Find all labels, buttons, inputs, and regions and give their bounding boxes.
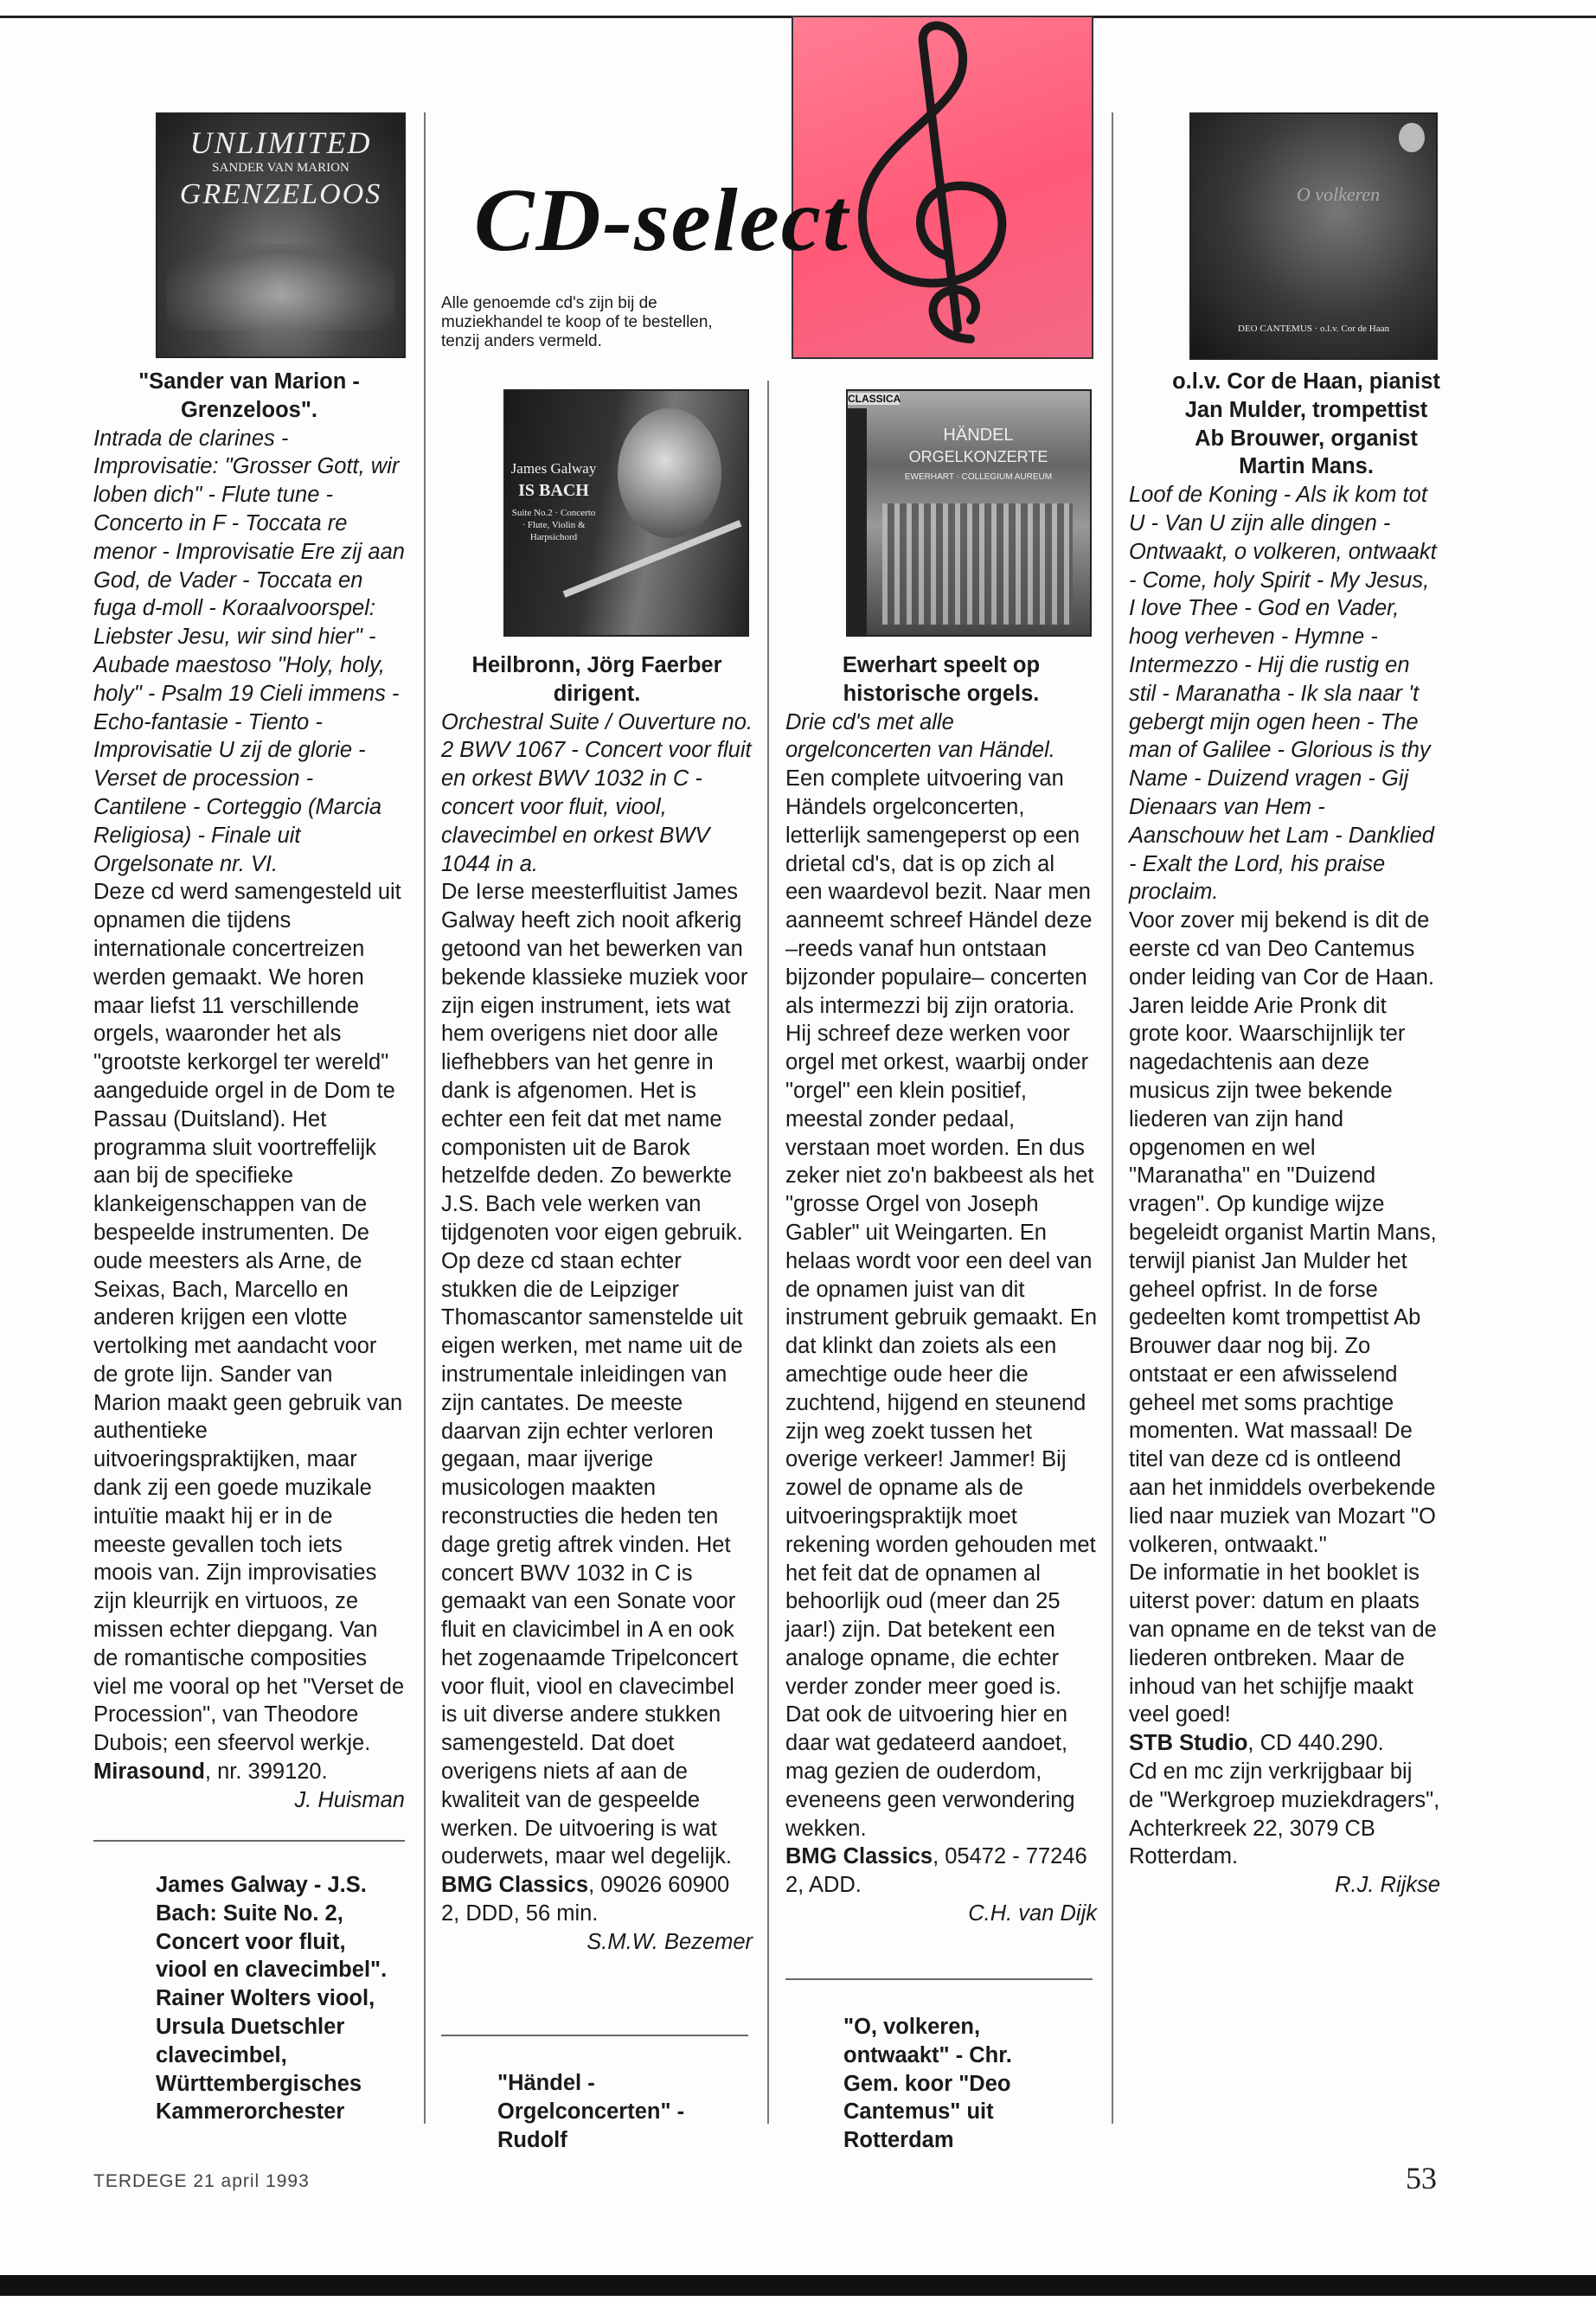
review-body: Voor zover mij bekend is dit de eerste cd van Deo Cantemus onder leiding van Cor de Haan. Jaren leidde Arie Pronk dit grote koor. Waarschijnlijk ter nagedachtenis aan deze musicus zijn twee bekende liederen van zijn hand opgenomen en wel "Maranatha" en "Duizend vragen". Op kundige wijze begeleidt organist Martin Mans, terwijl pianist Jan Mulder het geheel opfrist. In de forse gedeelten komt trompettist Ab Brouwer daar nog bij. Zo ontstaat er een afwisselend geheel met soms prachtige momenten. Wat massaal! De titel van deze cd is ontleend aan het inmiddels overbekende lied naar muziek van Mozart "O volkeren, ontwaakt." bbox=[1129, 908, 1437, 1557]
record-label: Mirasound bbox=[93, 1759, 205, 1785]
cover-brand: CLASSICA bbox=[848, 393, 901, 405]
record-label: BMG Classics bbox=[785, 1844, 933, 1869]
review-column-4 bbox=[1129, 368, 1440, 1900]
catalog-number: , CD 440.290. bbox=[1247, 1731, 1384, 1756]
cover-line-3: EWERHART · COLLEGIUM AUREUM bbox=[904, 472, 1053, 482]
cover-line-1: James Galway bbox=[510, 460, 597, 477]
review-heading: "Händel - Orgelconcerten" - Rudolf bbox=[497, 2071, 685, 2152]
cover-line-2: DEO CANTEMUS · o.l.v. Cor de Haan bbox=[1238, 324, 1389, 334]
album-cover-handel-orgelkonzerte bbox=[846, 389, 1092, 637]
cover-line-3: Suite No.2 · Concerto · Flute, Violin & Harpsichord bbox=[511, 508, 596, 542]
section-divider bbox=[785, 1978, 1093, 1980]
review-heading: Ewerhart speelt op historische orgels. bbox=[842, 653, 1041, 706]
review-body: Een complete uitvoering van Händels orgelconcerten, letterlijk samengeperst op een drietal cd's, dat is op zich al een waardevol bezit. Naar men aanneemt schreef Händel deze –reeds vanaf hun ontstaan bijzonder populaire– concerten als intermezzi bij zijn oratoria. Hij schreef deze werken voor orgel met orkest, waarbij onder "orgel" een klein positief, meestal zonder pedaal, verstaan moet worden. En dus zeker niet zo'n bakbeest als het "grosse Orgel von Joseph Gabler" uit Weingarten. En helaas wordt voor een deel van de opnamen juist van dit instrument gebruik gemaakt. En dat klinkt dan zoiets als een amechtige oude heer die zuchtend, hijgend en steunend zijn weg zoekt tussen het overige verkeer! Jammer! Bij zowel de opname als de uitvoeringspraktijk moet rekening worden gehouden met het feit dat de opnamen al behoorlijk oud (meer dan 25 jaar!) zijn. Dat betekent een analoge opname, die echter verder zonder meer goed is. Dat ook de uitvoering hier en daar wat gedateerd aandoet, mag gezien de ouderdom, eveneens geen verwondering wekken. bbox=[785, 766, 1098, 1841]
cover-line-2: IS BACH bbox=[518, 481, 589, 500]
cover-line-1: UNLIMITED bbox=[189, 125, 372, 160]
column-divider bbox=[424, 112, 426, 2124]
review-column-1 bbox=[93, 368, 405, 1815]
section-divider bbox=[93, 1840, 405, 1842]
section-divider bbox=[441, 2035, 748, 2036]
catalog-number: , 05472 - 77246 2, ADD. bbox=[785, 1844, 1087, 1898]
next-review-heading-2 bbox=[497, 2069, 727, 2154]
album-cover-galway-bach bbox=[503, 389, 749, 637]
reviewer-name: S.M.W. Bezemer bbox=[586, 1929, 753, 1954]
next-review-heading-1 bbox=[156, 1871, 389, 2126]
catalog-number: , nr. 399120. bbox=[204, 1759, 328, 1785]
review-column-3 bbox=[785, 651, 1097, 1928]
track-list: Loof de Koning - Als ik kom tot U - Van U zijn alle dingen - Ontwaakt, o volkeren, ontwaakt - Come, holy Spirit - My Jesus, I love Thee - God en Vader, hoog verheven - Hymne - Intermezzo - Hij die rustig en stil - Maranatha - Ik sla naar 't gebergt mijn ogen heen - The man of Galilee - Glorious is thy Name - Duizend vragen - Gij Dienaars van Hem - Aanschouw het Lam - Danklied - Exalt the Lord, his praise proclaim. bbox=[1129, 483, 1437, 905]
reviewer-name: J. Huisman bbox=[294, 1787, 405, 1812]
column-divider bbox=[1112, 112, 1113, 2124]
review-heading: "O, volkeren, ontwaakt" - Chr. Gem. koor "Deo Cantemus" uit Rotterdam bbox=[843, 2015, 1012, 2153]
cover-line-3: GRENZELOOS bbox=[179, 178, 382, 210]
intro-note: Alle genoemde cd's zijn bij de muziekhandel te koop of te bestellen, tenzij anders vermeld. bbox=[441, 294, 713, 350]
cover-line-1: HÄNDEL bbox=[943, 426, 1014, 445]
page-title: CD-select bbox=[474, 170, 849, 270]
reviewer-name: C.H. van Dijk bbox=[968, 1901, 1097, 1926]
bottom-border bbox=[0, 2275, 1596, 2296]
review-column-2 bbox=[441, 651, 753, 1957]
review-body: Deze cd werd samengesteld uit opnamen die tijdens internationale concertreizen werden gemaakt. We horen maar liefst 11 verschillende orgels, waaronder het als "grootste kerkorgel ter wereld" aangeduide orgel in de Dom te Passau (Duitsland). Het programma sluit voortreffelijk aan bij de specifieke klankeigenschappen van de bespeelde instrumenten. De oude meesters als Arne, de Seixas, Bach, Marcello en anderen krijgen een vlotte vertolking met aandacht voor de grote lijn. Sander van Marion maakt geen gebruik van authentieke uitvoeringspraktijken, maar dank zij een goede muzikale intuïtie maakt hij er in de meeste gevallen toch iets moois van. Zijn improvisaties zijn kleurrijk en virtuoos, ze missen echter diepgang. Van de romantische composities viel me vooral op het "Verset de Procession", van Theodore Dubois; een sfeervol werkje. bbox=[93, 880, 405, 1756]
review-heading: o.l.v. Cor de Haan, pianist Jan Mulder, trompettist Ab Brouwer, organist Martin Mans. bbox=[1172, 369, 1440, 479]
track-list: Drie cd's met alle orgelconcerten van Händel. bbox=[785, 709, 1055, 763]
footer-publication: TERDEGE 21 april 1993 bbox=[93, 2171, 310, 2191]
column-divider bbox=[767, 381, 769, 2124]
review-heading: Heilbronn, Jörg Faerber dirigent. bbox=[471, 653, 722, 706]
availability-note: Cd en mc zijn verkrijgbaar bij de "Werkgroep muziekdragers", Achterkreek 22, 3079 CB Rotterdam. bbox=[1129, 1759, 1440, 1869]
album-cover-grenzeloos bbox=[156, 112, 406, 358]
cover-line-2: SANDER VAN MARION bbox=[212, 161, 349, 175]
record-label: BMG Classics bbox=[441, 1873, 589, 1898]
page-number: 53 bbox=[1406, 2161, 1437, 2195]
review-body-2: De informatie in het booklet is uiterst pover: datum en plaats van opname en de tekst van de liederen ontbreken. Maar de inhoud van het schijfje maakt veel goed! bbox=[1129, 1561, 1437, 1727]
album-cover-deo-cantemus bbox=[1189, 112, 1438, 360]
catalog-number: , 09026 60900 2, DDD, 56 min. bbox=[441, 1873, 730, 1926]
cover-line-2: ORGELKONZERTE bbox=[908, 448, 1048, 465]
next-review-heading-3 bbox=[843, 2013, 1073, 2155]
reviewer-name: R.J. Rijkse bbox=[1335, 1873, 1440, 1898]
review-body: De Ierse meesterfluitist James Galway heeft zich nooit afkerig getoond van het bewerken van bekende klassieke muziek voor zijn eigen instrument, iets wat hem overigens niet door alle liefhebbers van het genre in dank is afgenomen. Het is echter een feit dat met name componisten uit de Barok hetzelfde deden. Zo bewerkte J.S. Bach vele werken van tijdgenoten voor eigen gebruik. Op deze cd staan echter stukken die de Leipziger Thomascantor samenstelde uit eigen werken, met name uit de instrumentale inleidingen van zijn cantates. De meeste daarvan zijn echter verloren gegaan, maar ijverige musicologen maakten reconstructies die heden ten dage gretig aftrek vinden. Het concert BWV 1032 in C is gemaakt van een Sonate voor fluit en clavicimbel in A en ook het zogenaamde Tripelconcert voor fluit, viool en clavecimbel is uit diverse andere stukken samengesteld. Dat doet overigens niets af aan de kwaliteit van de gespeelde werken. De uitvoering is wat ouderwets, maar wel degelijk. bbox=[441, 880, 748, 1869]
track-list: Orchestral Suite / Ouverture no. 2 BWV 1067 - Concert voor fluit en orkest BWV 1032 in C - concert voor fluit, viool, clavecimbel en orkest BWV 1044 in a. bbox=[441, 709, 753, 876]
track-list: Intrada de clarines - Improvisatie: "Grosser Gott, wir loben dich" - Flute tune - Concerto in F - Toccata re menor - Improvisatie Ere zij aan God, de Vader - Toccata en fuga d-moll - Koraalvoorspel: Liebster Jesu, wir sind hier" - Aubade maestoso "Holy, holy, holy" - Psalm 19 Cieli immens - Echo-fantasie - Tiento - Improvisatie U zij de glorie - Verset de procession - Cantilene - Corteggio (Marcia Religiosa) - Finale uit Orgelsonate nr. VI. bbox=[93, 426, 405, 876]
cover-line-1: O volkeren bbox=[1296, 183, 1381, 205]
record-label: STB Studio bbox=[1129, 1731, 1248, 1756]
review-heading: "Sander van Marion - Grenzeloos". bbox=[138, 369, 360, 422]
review-heading: James Galway - J.S. Bach: Suite No. 2, Concert voor fluit, viool en clavecimbel". Rainer Wolters viool, Ursula Duetschler clavecimbel, Württembergisches Kammerorchester bbox=[156, 1873, 388, 2125]
